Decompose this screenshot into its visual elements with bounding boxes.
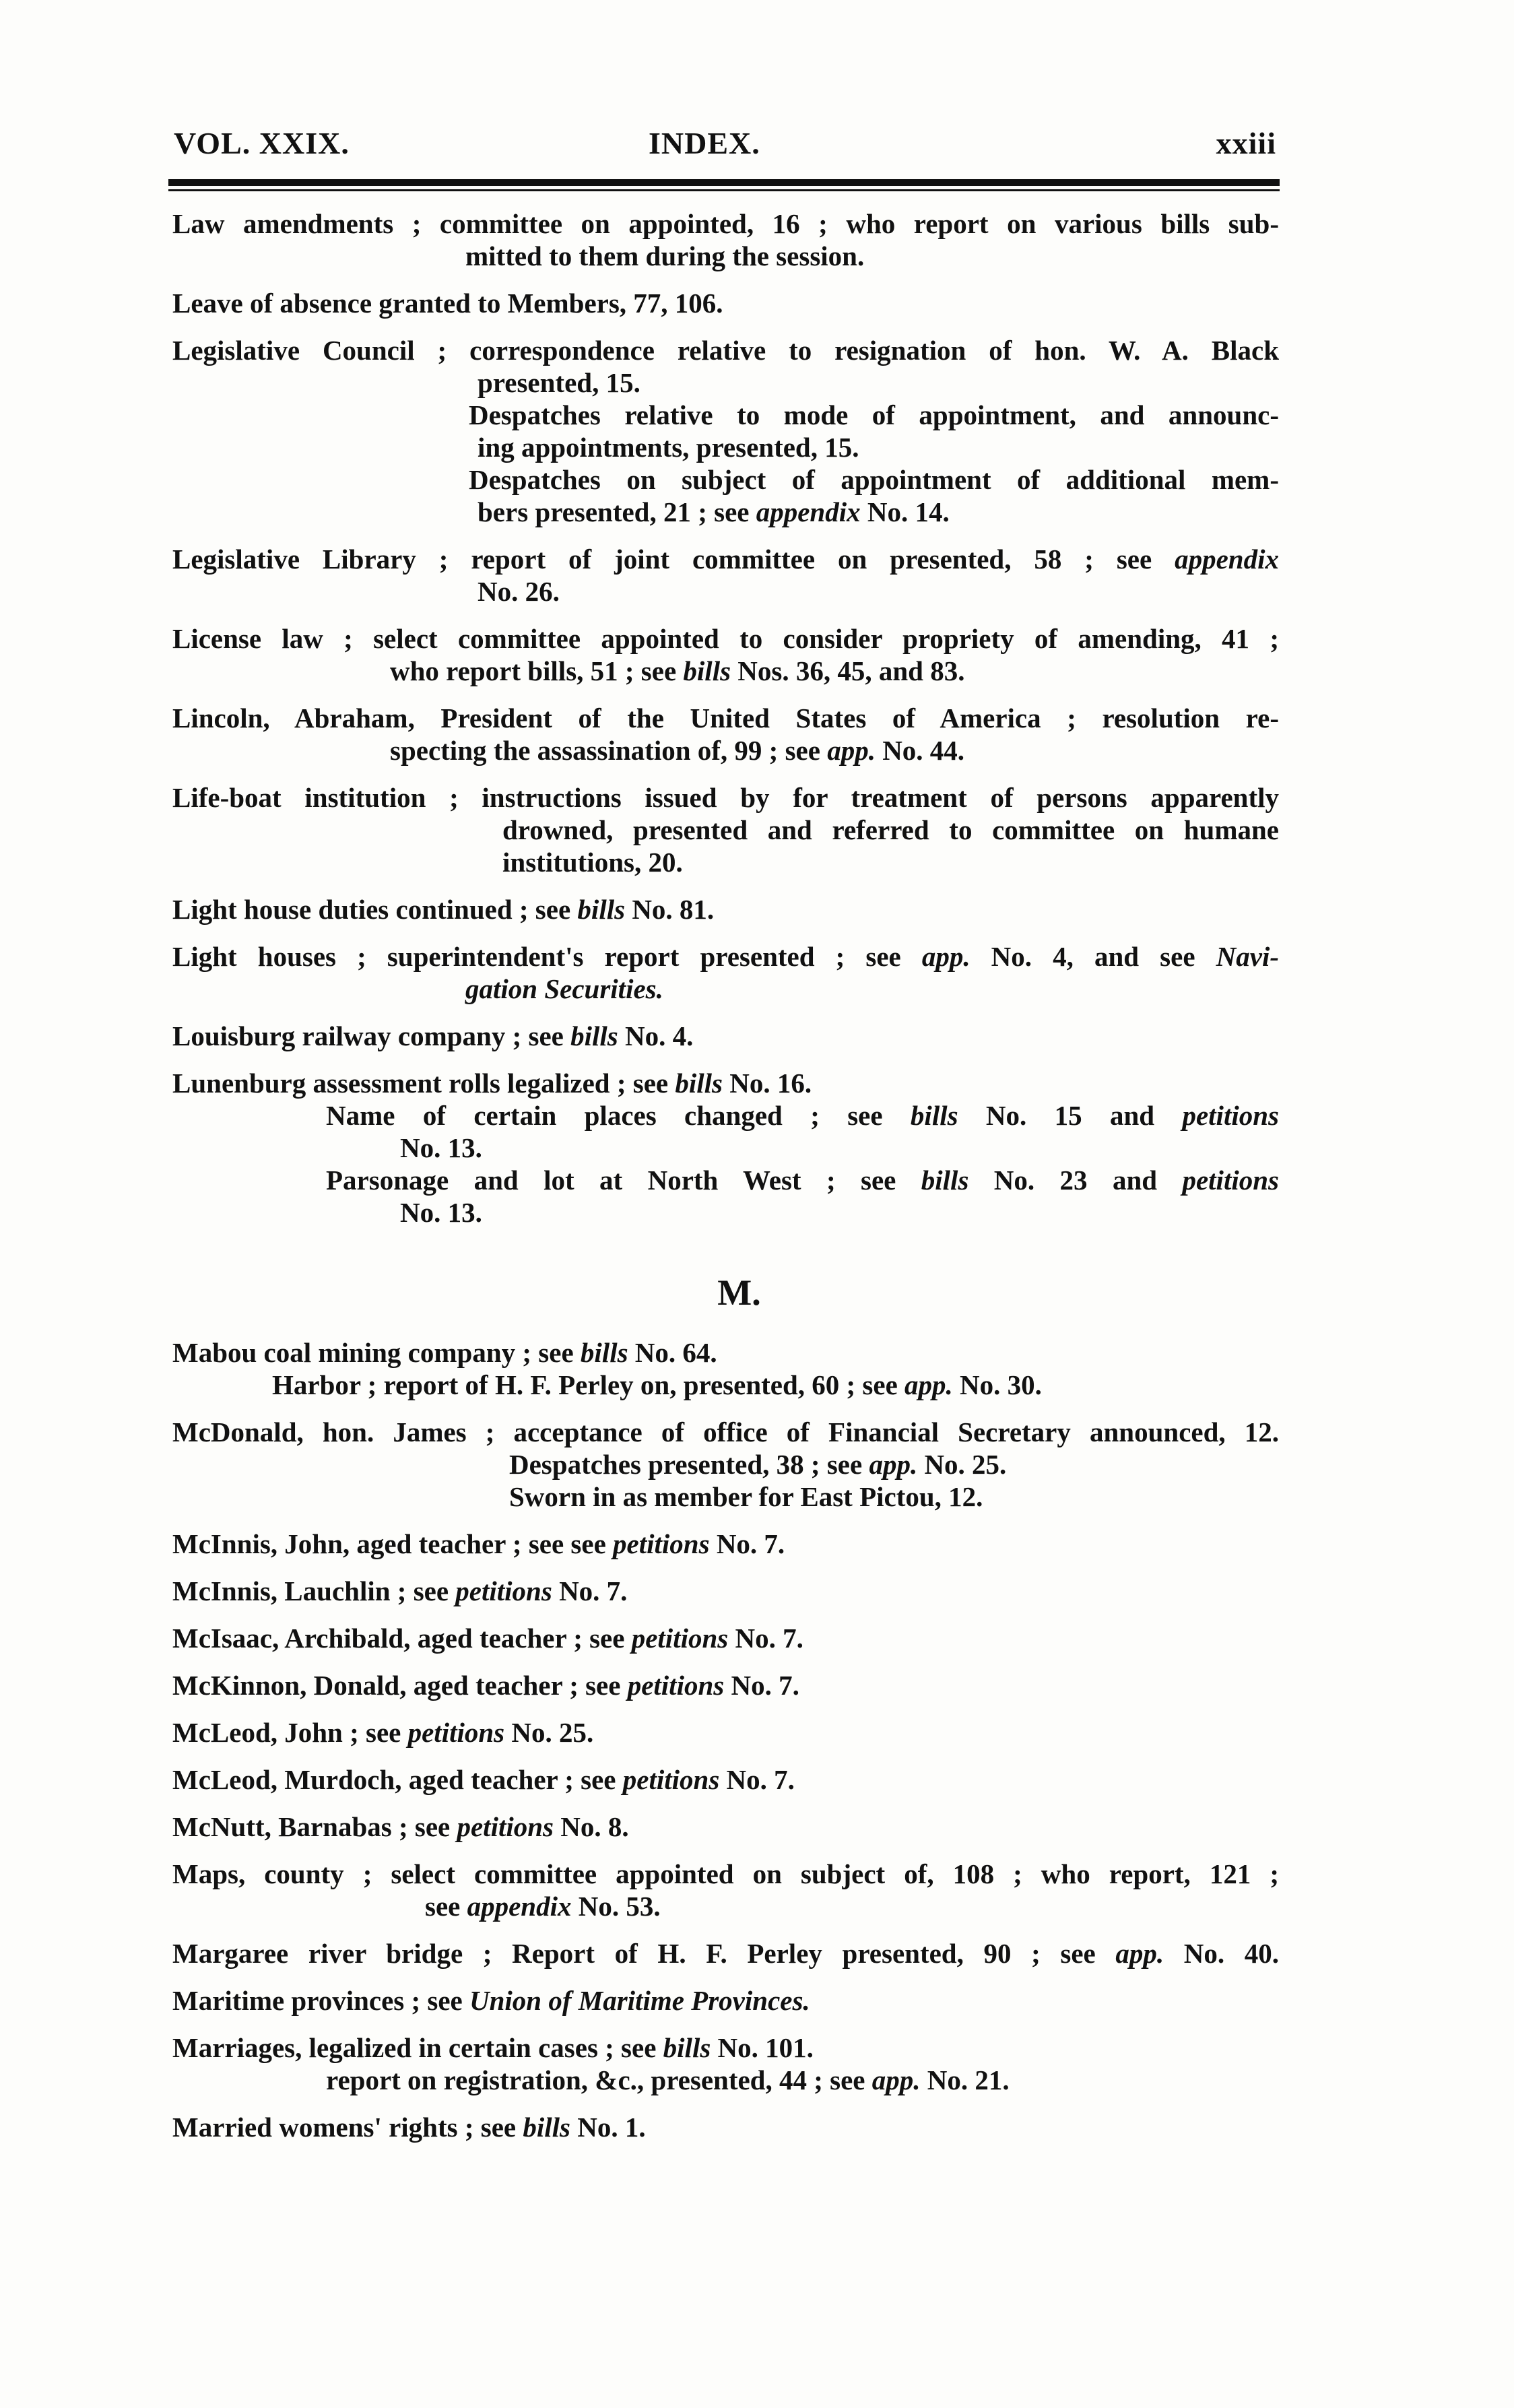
italic-reference: Union of Maritime Provinces. — [469, 1985, 810, 2016]
italic-reference: bills — [577, 894, 626, 925]
entry-line — [172, 973, 1279, 1005]
entry-line: Light house duties continued ; see bills No. 81. — [172, 894, 715, 925]
entry-line: No. 26. — [478, 576, 560, 607]
entry-line: see appendix No. 53. — [425, 1891, 661, 1922]
entry-line: Despatches relative to mode of appointment, and announc- — [469, 399, 1279, 430]
index-entry — [172, 1811, 1279, 1843]
entry-line: Marriages, legalized in certain cases ; see bills No. 101. — [172, 2032, 814, 2063]
entry-line: McInnis, John, aged teacher ; see see petitions No. 7. — [172, 1528, 785, 1559]
italic-reference: app. — [1115, 1938, 1164, 1969]
page-title: INDEX. — [649, 126, 760, 160]
entry-line: Despatches presented, 38 ; see app. No. 25. — [509, 1449, 1007, 1480]
entry-line: Legislative Council ; correspondence relative to resignation of hon. W. A. Black — [172, 335, 1279, 366]
index-entry — [172, 2111, 1279, 2143]
italic-reference: bills — [675, 1068, 723, 1099]
index-entry — [172, 543, 1279, 608]
italic-reference: petitions — [457, 1811, 554, 1842]
index-entry — [172, 207, 1279, 272]
entry-line: Louisburg railway company ; see bills No. 4. — [172, 1020, 694, 1051]
italic-reference: app. — [871, 2064, 921, 2095]
italic-reference: bills — [663, 2032, 711, 2063]
italic-reference: appendix — [1175, 544, 1279, 575]
italic-reference: petitions — [622, 1764, 720, 1795]
index-entry — [172, 1716, 1279, 1749]
entry-line: bers presented, 21 ; see appendix No. 14. — [478, 496, 950, 527]
italic-reference: petitions — [407, 1717, 505, 1748]
italic-reference: bills — [523, 2112, 570, 2143]
index-entry — [172, 1416, 1279, 1513]
entry-line: drowned, presented and referred to committee on humane — [502, 814, 1279, 845]
index-entry — [172, 1067, 1279, 1229]
page-number: xxiii — [1216, 126, 1276, 160]
entry-line: Light houses ; superintendent's report presented ; see app. No. 4, and see Navi- — [172, 941, 1279, 972]
index-entry — [172, 1669, 1279, 1701]
italic-reference: petitions — [455, 1575, 552, 1606]
entry-line: who report bills, 51 ; see bills Nos. 36, 45, and 83. — [390, 655, 965, 686]
italic-reference: bills — [921, 1165, 969, 1196]
index-entry — [172, 1763, 1279, 1796]
index-entry — [172, 893, 1279, 925]
entry-line: Sworn in as member for East Pictou, 12. — [509, 1481, 983, 1512]
index-list-m — [172, 1336, 1279, 2143]
index-entry — [172, 1858, 1279, 1922]
header-rule-thick — [168, 179, 1280, 186]
entry-line: Name of certain places changed ; see bills No. 15 and petitions — [326, 1100, 1279, 1131]
index-entry — [172, 2031, 1279, 2096]
entry-line: No. 13. — [400, 1197, 482, 1228]
index-entry — [172, 287, 1279, 319]
entry-line: McIsaac, Archibald, aged teacher ; see petitions No. 7. — [172, 1623, 803, 1654]
index-entry — [172, 781, 1279, 878]
entry-line: presented, 15. — [478, 367, 640, 398]
index-list-l — [172, 207, 1279, 1229]
entry-line: Leave of absence granted to Members, 77, 106. — [172, 288, 723, 319]
volume-label: VOL. XXIX. — [174, 126, 350, 160]
italic-reference: app. — [921, 941, 970, 972]
entry-line: ing appointments, presented, 15. — [478, 432, 859, 463]
index-entry — [172, 622, 1279, 687]
entry-line: Mabou coal mining company ; see bills No. 64. — [172, 1337, 717, 1368]
index-entry — [172, 1528, 1279, 1560]
italic-reference: gation Securities. — [465, 973, 663, 1004]
entry-line: License law ; select committee appointed to consider propriety of amending, 41 ; — [172, 623, 1279, 654]
entry-line: report on registration, &c., presented, 44 ; see app. No. 21. — [326, 2064, 1010, 2095]
entry-line: Law amendments ; committee on appointed, 16 ; who report on various bills sub- — [172, 208, 1279, 239]
index-content — [172, 207, 1279, 2143]
italic-reference: bills — [570, 1020, 618, 1051]
index-entry — [172, 334, 1279, 528]
italic-reference: bills — [580, 1337, 628, 1368]
entry-line: institutions, 20. — [502, 847, 683, 878]
entry-line: Married womens' rights ; see bills No. 1. — [172, 2112, 646, 2143]
index-entry — [172, 1336, 1279, 1401]
italic-reference: app. — [827, 735, 876, 766]
italic-reference: app. — [904, 1369, 953, 1400]
italic-reference: app. — [869, 1449, 918, 1480]
entry-line: Life-boat institution ; instructions issued by for treatment of persons apparently — [172, 782, 1279, 813]
index-entry — [172, 940, 1279, 1005]
entry-line: No. 13. — [400, 1132, 482, 1163]
index-entry — [172, 1937, 1279, 1970]
italic-reference: petitions — [631, 1623, 729, 1654]
entry-line: Parsonage and lot at North West ; see bills No. 23 and petitions — [326, 1165, 1279, 1196]
entry-line: Lincoln, Abraham, President of the United States of America ; resolution re- — [172, 703, 1279, 734]
entry-line: McInnis, Lauchlin ; see petitions No. 7. — [172, 1575, 628, 1606]
index-entry — [172, 1984, 1279, 2017]
entry-line: Legislative Library ; report of joint committee on presented, 58 ; see appendix — [172, 544, 1279, 575]
entry-line: Harbor ; report of H. F. Perley on, presented, 60 ; see app. No. 30. — [272, 1369, 1042, 1400]
entry-line: specting the assassination of, 99 ; see app. No. 44. — [390, 735, 965, 766]
italic-reference: petitions — [627, 1670, 725, 1701]
entry-line: Maps, county ; select committee appointed on subject of, 108 ; who report, 121 ; — [172, 1858, 1279, 1889]
italic-reference: bills — [910, 1100, 958, 1131]
entry-line: McLeod, Murdoch, aged teacher ; see petitions No. 7. — [172, 1764, 795, 1795]
page-header — [174, 125, 1276, 172]
italic-reference: Navi- — [1216, 941, 1279, 972]
index-entry — [172, 1575, 1279, 1607]
entry-line: McKinnon, Donald, aged teacher ; see petitions No. 7. — [172, 1670, 799, 1701]
italic-reference: petitions — [1182, 1165, 1279, 1196]
italic-reference: petitions — [613, 1528, 710, 1559]
italic-reference: bills — [683, 655, 731, 686]
entry-line: McNutt, Barnabas ; see petitions No. 8. — [172, 1811, 629, 1842]
entry-line: Lunenburg assessment rolls legalized ; see bills No. 16. — [172, 1068, 812, 1099]
italic-reference: appendix — [756, 496, 861, 527]
entry-line: Margaree river bridge ; Report of H. F. Perley presented, 90 ; see app. No. 40. — [172, 1938, 1280, 1969]
index-entry — [172, 1020, 1279, 1052]
entry-line: mitted to them during the session. — [465, 240, 865, 271]
index-entry — [172, 1622, 1279, 1654]
entry-line: Despatches on subject of appointment of additional mem- — [469, 464, 1279, 495]
entry-line: McLeod, John ; see petitions No. 25. — [172, 1717, 594, 1748]
section-heading-m: M. — [717, 1272, 761, 1313]
entry-line: McDonald, hon. James ; acceptance of office of Financial Secretary announced, 12. — [172, 1417, 1279, 1447]
entry-line: Maritime provinces ; see Union of Maritime Provinces. — [172, 1985, 810, 2016]
index-entry — [172, 702, 1279, 767]
header-rule-thin — [168, 189, 1280, 191]
italic-reference: petitions — [1182, 1100, 1279, 1131]
italic-reference: appendix — [467, 1891, 572, 1922]
